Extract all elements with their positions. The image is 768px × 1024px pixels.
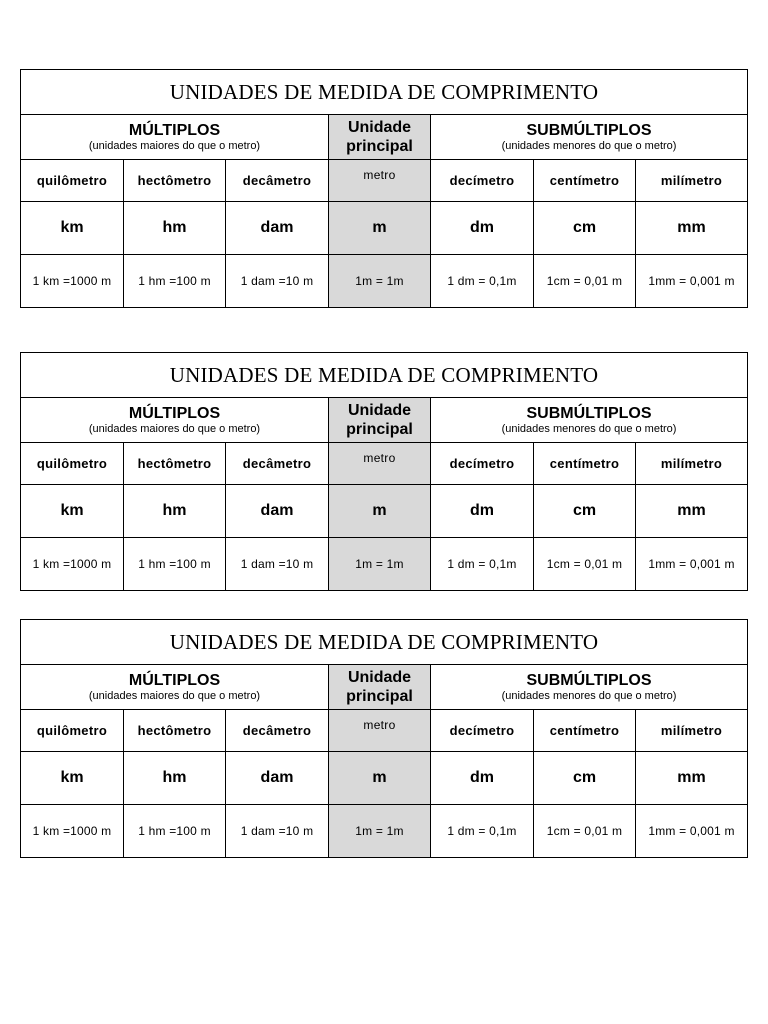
unit-equivalence-cell: 1m = 1m: [329, 255, 431, 308]
symbol-row: [21, 485, 748, 538]
unit-symbol-cell: hm: [124, 202, 226, 255]
principal-line-2: principal: [346, 688, 413, 705]
table-title: UNIDADES DE MEDIDA DE COMPRIMENTO: [21, 353, 748, 398]
unit-equivalence-cell: 1 km =1000 m: [21, 805, 124, 858]
unit-equivalence-cell: 1 hm =100 m: [124, 255, 226, 308]
unit-equivalence-cell: 1 hm =100 m: [124, 538, 226, 591]
unit-symbol-cell: mm: [636, 485, 748, 538]
submultiples-title: SUBMÚLTIPLOS: [526, 404, 652, 422]
unit-symbol-cell: mm: [636, 752, 748, 805]
unit-equivalence-cell: 1 km =1000 m: [21, 538, 124, 591]
unit-equivalence-cell: 1m = 1m: [329, 538, 431, 591]
unit-equivalence-cell: 1 dm = 0,1m: [431, 255, 534, 308]
table-title: UNIDADES DE MEDIDA DE COMPRIMENTO: [21, 620, 748, 665]
name-row: [21, 443, 748, 485]
unit-symbol-cell: dm: [431, 202, 534, 255]
unit-equivalence-cell: 1mm = 0,001 m: [636, 255, 748, 308]
principal-line-2: principal: [346, 421, 413, 438]
unit-equivalence-cell: 1 hm =100 m: [124, 805, 226, 858]
unit-symbol-cell: dam: [226, 485, 329, 538]
length-units-table: [20, 69, 748, 308]
unit-equivalence-cell: 1 dm = 0,1m: [431, 805, 534, 858]
table-title: UNIDADES DE MEDIDA DE COMPRIMENTO: [21, 70, 748, 115]
submultiples-subtitle: (unidades menores do que o metro): [501, 139, 677, 152]
multiples-title: MÚLTIPLOS: [128, 121, 221, 139]
unit-name-cell: quilômetro: [21, 443, 124, 485]
unit-name-cell: hectômetro: [124, 160, 226, 202]
symbol-row: [21, 202, 748, 255]
unit-symbol-cell: hm: [124, 752, 226, 805]
unit-name-cell: quilômetro: [21, 160, 124, 202]
name-row: [21, 710, 748, 752]
unit-name-cell: milímetro: [636, 710, 748, 752]
unit-name-cell: metro: [329, 160, 431, 202]
unit-equivalence-cell: 1cm = 0,01 m: [534, 538, 636, 591]
unit-name-cell: milímetro: [636, 443, 748, 485]
unit-equivalence-cell: 1 dam =10 m: [226, 805, 329, 858]
principal-unit-header: [329, 115, 431, 160]
principal-line-1: Unidade: [347, 119, 412, 136]
unit-symbol-cell: cm: [534, 752, 636, 805]
name-row: [21, 160, 748, 202]
multiples-subtitle: (unidades maiores do que o metro): [88, 422, 261, 435]
unit-symbol-cell: m: [329, 202, 431, 255]
unit-symbol-cell: cm: [534, 485, 636, 538]
unit-name-cell: centímetro: [534, 443, 636, 485]
multiples-subtitle: (unidades maiores do que o metro): [88, 689, 261, 702]
unit-equivalence-cell: 1m = 1m: [329, 805, 431, 858]
length-units-table: [20, 352, 748, 591]
submultiples-subtitle: (unidades menores do que o metro): [501, 689, 677, 702]
unit-symbol-cell: mm: [636, 202, 748, 255]
multiples-header: [21, 115, 329, 160]
unit-name-cell: hectômetro: [124, 710, 226, 752]
unit-name-cell: hectômetro: [124, 443, 226, 485]
unit-symbol-cell: dm: [431, 752, 534, 805]
submultiples-header: [431, 665, 748, 710]
multiples-header: [21, 665, 329, 710]
multiples-header: [21, 398, 329, 443]
submultiples-title: SUBMÚLTIPLOS: [526, 121, 652, 139]
unit-equivalence-cell: 1mm = 0,001 m: [636, 805, 748, 858]
unit-name-cell: metro: [329, 443, 431, 485]
principal-line-1: Unidade: [347, 669, 412, 686]
unit-symbol-cell: m: [329, 752, 431, 805]
submultiples-subtitle: (unidades menores do que o metro): [501, 422, 677, 435]
unit-name-cell: milímetro: [636, 160, 748, 202]
unit-equivalence-cell: 1cm = 0,01 m: [534, 805, 636, 858]
unit-name-cell: centímetro: [534, 710, 636, 752]
unit-symbol-cell: hm: [124, 485, 226, 538]
multiples-title: MÚLTIPLOS: [128, 404, 221, 422]
unit-symbol-cell: km: [21, 202, 124, 255]
multiples-subtitle: (unidades maiores do que o metro): [88, 139, 261, 152]
unit-symbol-cell: cm: [534, 202, 636, 255]
unit-equivalence-cell: 1mm = 0,001 m: [636, 538, 748, 591]
length-units-table: [20, 619, 748, 858]
unit-equivalence-cell: 1 dam =10 m: [226, 538, 329, 591]
unit-equivalence-cell: 1 dm = 0,1m: [431, 538, 534, 591]
eq-row: [21, 255, 748, 308]
unit-symbol-cell: km: [21, 752, 124, 805]
unit-name-cell: decímetro: [431, 710, 534, 752]
unit-name-cell: centímetro: [534, 160, 636, 202]
unit-equivalence-cell: 1 dam =10 m: [226, 255, 329, 308]
principal-unit-header: [329, 398, 431, 443]
eq-row: [21, 538, 748, 591]
unit-symbol-cell: dam: [226, 202, 329, 255]
unit-equivalence-cell: 1 km =1000 m: [21, 255, 124, 308]
principal-line-2: principal: [346, 138, 413, 155]
principal-unit-header: [329, 665, 431, 710]
submultiples-header: [431, 115, 748, 160]
symbol-row: [21, 752, 748, 805]
unit-symbol-cell: dm: [431, 485, 534, 538]
unit-name-cell: metro: [329, 710, 431, 752]
submultiples-title: SUBMÚLTIPLOS: [526, 671, 652, 689]
unit-name-cell: decímetro: [431, 160, 534, 202]
unit-symbol-cell: dam: [226, 752, 329, 805]
unit-name-cell: decâmetro: [226, 710, 329, 752]
submultiples-header: [431, 398, 748, 443]
multiples-title: MÚLTIPLOS: [128, 671, 221, 689]
unit-name-cell: decâmetro: [226, 160, 329, 202]
eq-row: [21, 805, 748, 858]
unit-symbol-cell: m: [329, 485, 431, 538]
unit-name-cell: decímetro: [431, 443, 534, 485]
unit-name-cell: decâmetro: [226, 443, 329, 485]
unit-symbol-cell: km: [21, 485, 124, 538]
unit-equivalence-cell: 1cm = 0,01 m: [534, 255, 636, 308]
principal-line-1: Unidade: [347, 402, 412, 419]
unit-name-cell: quilômetro: [21, 710, 124, 752]
